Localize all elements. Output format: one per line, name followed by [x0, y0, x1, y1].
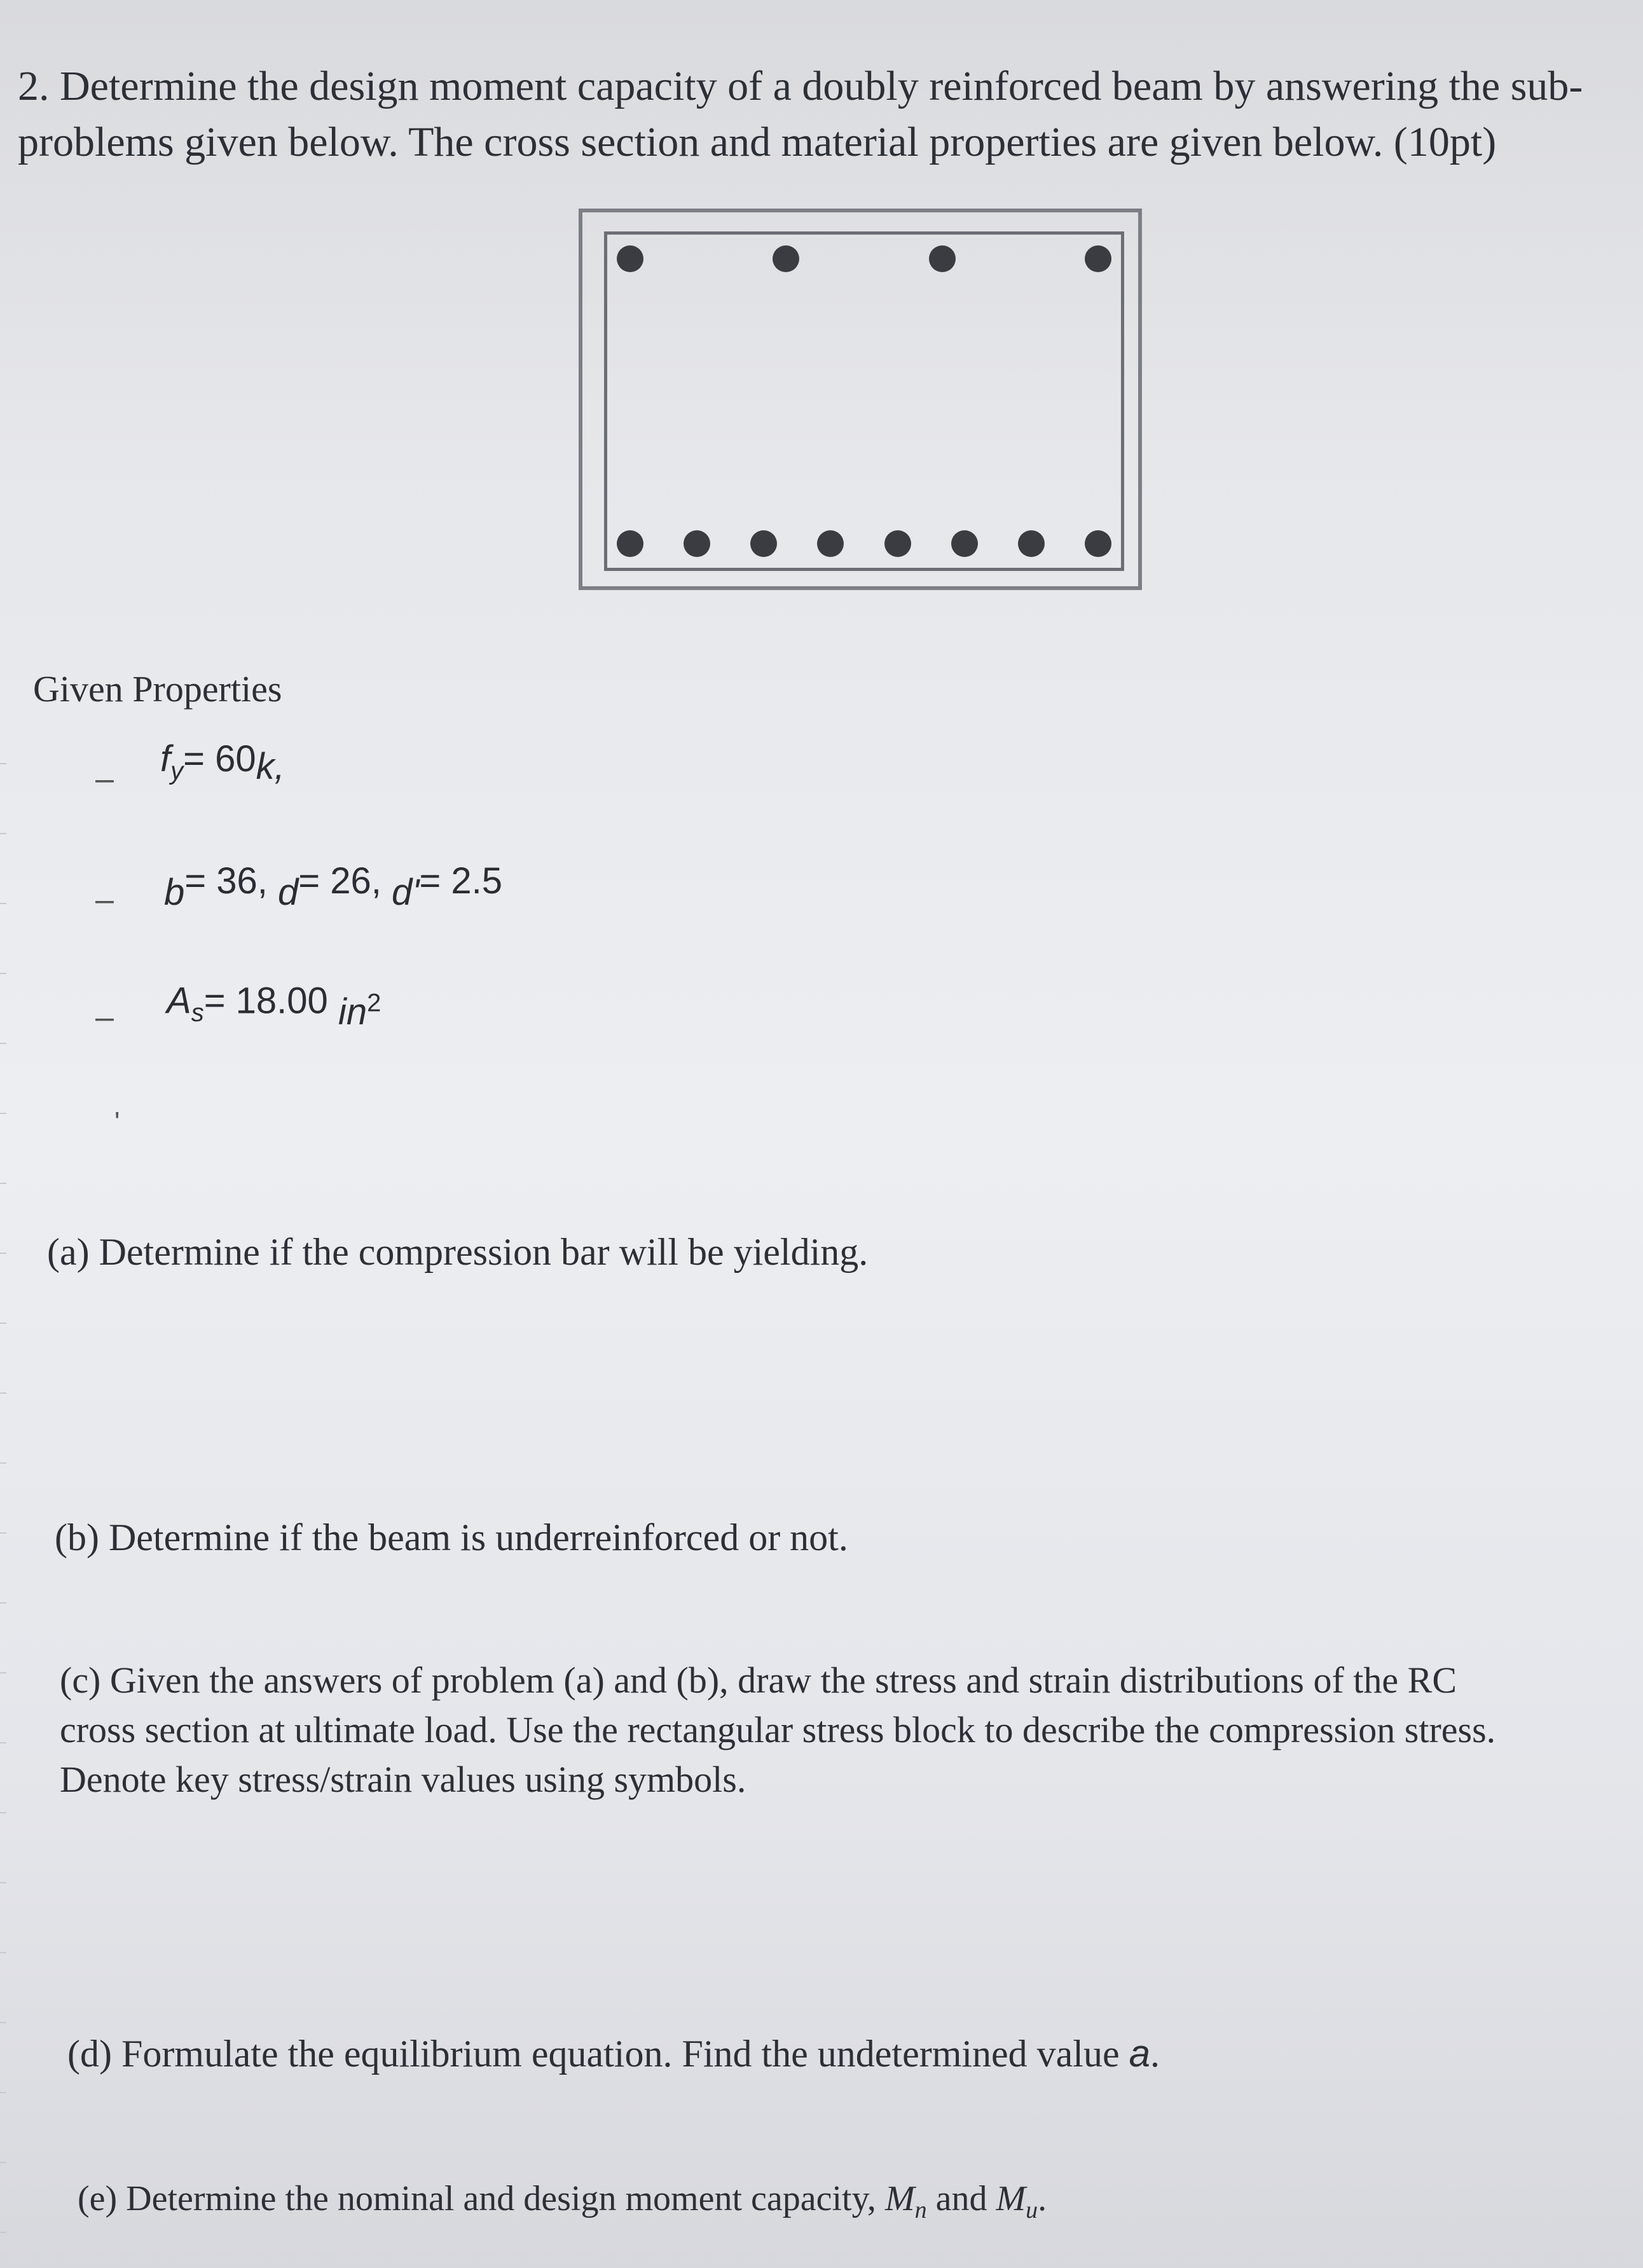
dimension-properties	[164, 860, 502, 913]
fy-property	[160, 738, 285, 786]
bullet-dash: –	[95, 760, 114, 797]
question-e-and: and	[926, 2179, 996, 2218]
question-d-text: (d) Formulate the equilibrium equation. Find the undetermined value	[67, 2033, 1129, 2075]
tension-rebar	[1085, 530, 1111, 557]
question-d-end: .	[1150, 2033, 1160, 2075]
question-e-text: (e) Determine the nominal and design moment capacity,	[78, 2179, 885, 2218]
heading-line-2: problems given below. The cross section and material properties are given below. (10pt)	[18, 119, 1497, 165]
mu-symbol: M	[996, 2179, 1026, 2218]
beam-stirrup	[604, 231, 1124, 571]
problem-heading	[18, 58, 1583, 170]
question-d-variable: a	[1129, 2032, 1150, 2075]
as-unit: in	[338, 991, 368, 1033]
mu-sub: u	[1026, 2197, 1038, 2224]
question-b: (b) Determine if the beam is underreinforced or not.	[55, 1516, 848, 1558]
fy-value: = 60	[183, 738, 256, 780]
question-e-end: .	[1038, 2179, 1047, 2218]
as-symbol: A	[167, 980, 191, 1022]
tension-rebar	[684, 530, 710, 557]
mn-symbol: M	[884, 2179, 915, 2218]
bullet-tick: '	[114, 1106, 120, 1137]
question-e	[78, 2178, 1047, 2224]
question-c-line-3: Denote key stress/strain values using symbols.	[60, 1759, 746, 1800]
b-value: = 36,	[184, 860, 268, 902]
d-prime-value: = 2.5	[419, 860, 502, 902]
compression-rebar	[617, 245, 643, 272]
bullet-dash: –	[95, 999, 114, 1036]
mn-sub: n	[914, 2197, 927, 2224]
question-c-line-1: (c) Given the answers of problem (a) and (b), draw the stress and strain distributions of the RC	[60, 1660, 1457, 1701]
tension-rebar	[617, 530, 643, 557]
d-symbol: d	[278, 872, 299, 913]
paper-edge	[0, 763, 6, 2268]
bullet-dash: –	[95, 881, 114, 918]
b-symbol: b	[164, 872, 185, 913]
compression-rebar	[1085, 245, 1111, 272]
as-value: = 18.00	[203, 980, 328, 1022]
as-unit-exp: 2	[367, 989, 382, 1017]
tension-rebar	[884, 530, 911, 557]
as-sub: s	[191, 998, 204, 1027]
question-c-line-2: cross section at ultimate load. Use the rectangular stress block to describe the compression stress.	[60, 1709, 1496, 1750]
tension-rebar	[750, 530, 777, 557]
compression-rebar	[929, 245, 956, 272]
tension-rebar	[951, 530, 978, 557]
fy-symbol: f	[160, 738, 171, 780]
as-property	[167, 978, 382, 1033]
question-a: (a) Determine if the compression bar will be yielding.	[47, 1231, 869, 1273]
fy-sub: y	[170, 757, 184, 785]
given-properties-title: Given Properties	[33, 668, 282, 710]
tension-rebar	[1018, 530, 1045, 557]
question-c	[60, 1656, 1495, 1804]
d-prime-symbol: d'	[392, 872, 420, 913]
heading-line-1: 2. Determine the design moment capacity of a doubly reinforced beam by answering the sub-	[18, 63, 1583, 109]
d-value: = 26,	[298, 860, 382, 902]
fy-unit: k,	[256, 746, 285, 787]
question-d	[67, 2031, 1160, 2076]
